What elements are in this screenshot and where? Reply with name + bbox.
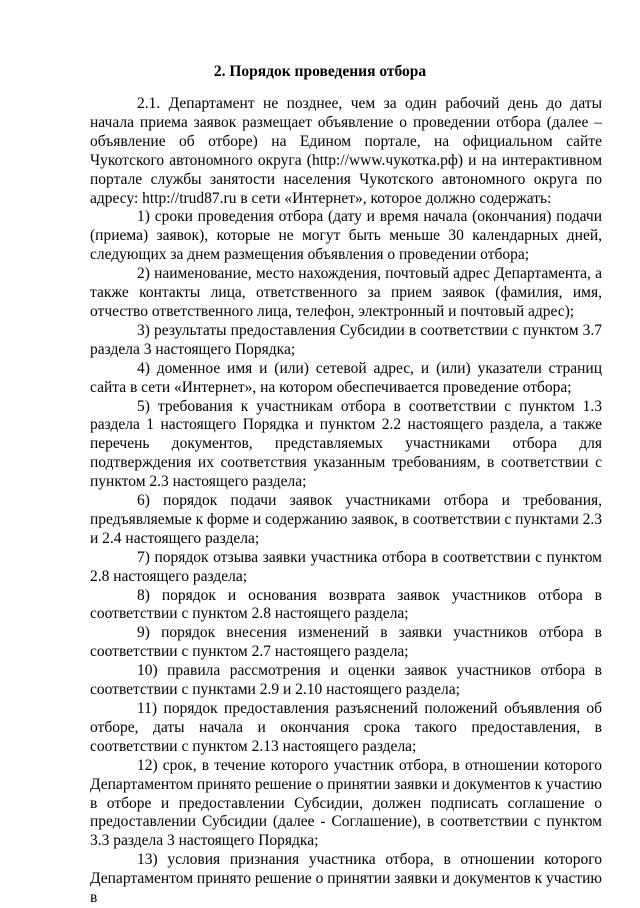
list-item-8: 8) порядок и основания возврата заявок участников отбора в соответствии с пунктом 2.8 настоящего раздела; xyxy=(90,586,602,623)
list-item-9: 9) порядок внесения изменений в заявки участников отбора в соответствии с пунктом 2.7 настоящего раздела; xyxy=(90,624,602,661)
list-item-3: 3) результаты предоставления Субсидии в соответствии с пунктом 3.7 раздела 3 настоящего Порядка; xyxy=(90,321,602,358)
list-item-1: 1) сроки проведения отбора (дату и время начала (окончания) подачи (приема) заявок), которые не могут быть меньше 30 календарных дней, следующих за днем размещения объявления о проведении отбора; xyxy=(90,208,602,264)
paragraph-2-1: 2.1. Департамент не позднее, чем за один рабочий день до даты начала приема заявок размещает объявление о проведении отбора (далее – объявление об отборе) на Едином портале, на официальном сайте Чукотского автономного округа (http://www.чукотка.рф) и на интерактивном портале службы занятости населения Чукотского автономного округа по адресу: http://trud87.ru в сети «Интернет», которое должно содержать: xyxy=(90,95,602,207)
list-item-12: 12) срок, в течение которого участник отбора, в отношении которого Департаментом принято решение о принятии заявки и документов к участию в отборе и предоставлении Субсидии, должен подписать соглашение о предоставлении Субсидии (далее - Соглашение), в соответствии с пунктом 3.3 раздела 3 настоящего Порядка; xyxy=(90,756,602,850)
list-item-4: 4) доменное имя и (или) сетевой адрес, и (или) указатели страниц сайта в сети «Интернет», на котором обеспечивается проведение отбора; xyxy=(90,359,602,396)
list-item-11: 11) порядок предоставления разъяснений положений объявления об отборе, даты начала и окончания срока такого предоставления, в соответствии с пунктом 2.13 настоящего раздела; xyxy=(90,700,602,755)
document-body xyxy=(90,95,602,908)
list-item-13: 13) условия признания участника отбора, в отношении которого Департаментом принято решение о принятии заявки и документов к участию в xyxy=(90,851,602,907)
list-item-10: 10) правила рассмотрения и оценки заявок участников отбора в соответствии с пунктами 2.9 и 2.10 настоящего раздела; xyxy=(90,662,602,699)
list-item-2: 2) наименование, место нахождения, почтовый адрес Департамента, а также контакты лица, ответственного за прием заявок (фамилия, имя, отчество ответственного лица, телефон, электронный и почтовый адрес); xyxy=(90,265,602,320)
section-title: 2. Порядок проведения отбора xyxy=(213,63,427,80)
list-item-7: 7) порядок отзыва заявки участника отбора в соответствии с пунктом 2.8 настоящего раздела; xyxy=(90,548,602,585)
list-item-5: 5) требования к участникам отбора в соответствии с пунктом 1.3 раздела 1 настоящего Порядка и пунктом 2.2 настоящего раздела, а также перечень документов, представляемых участниками отбора для подтверждения их соответствия указанным требованиям, в соответствии с пунктом 2.3 настоящего раздела; xyxy=(90,397,602,491)
list-item-6: 6) порядок подачи заявок участниками отбора и требования, предъявляемые к форме и содержанию заявок, в соответствии с пунктами 2.3 и 2.4 настоящего раздела; xyxy=(90,492,603,547)
